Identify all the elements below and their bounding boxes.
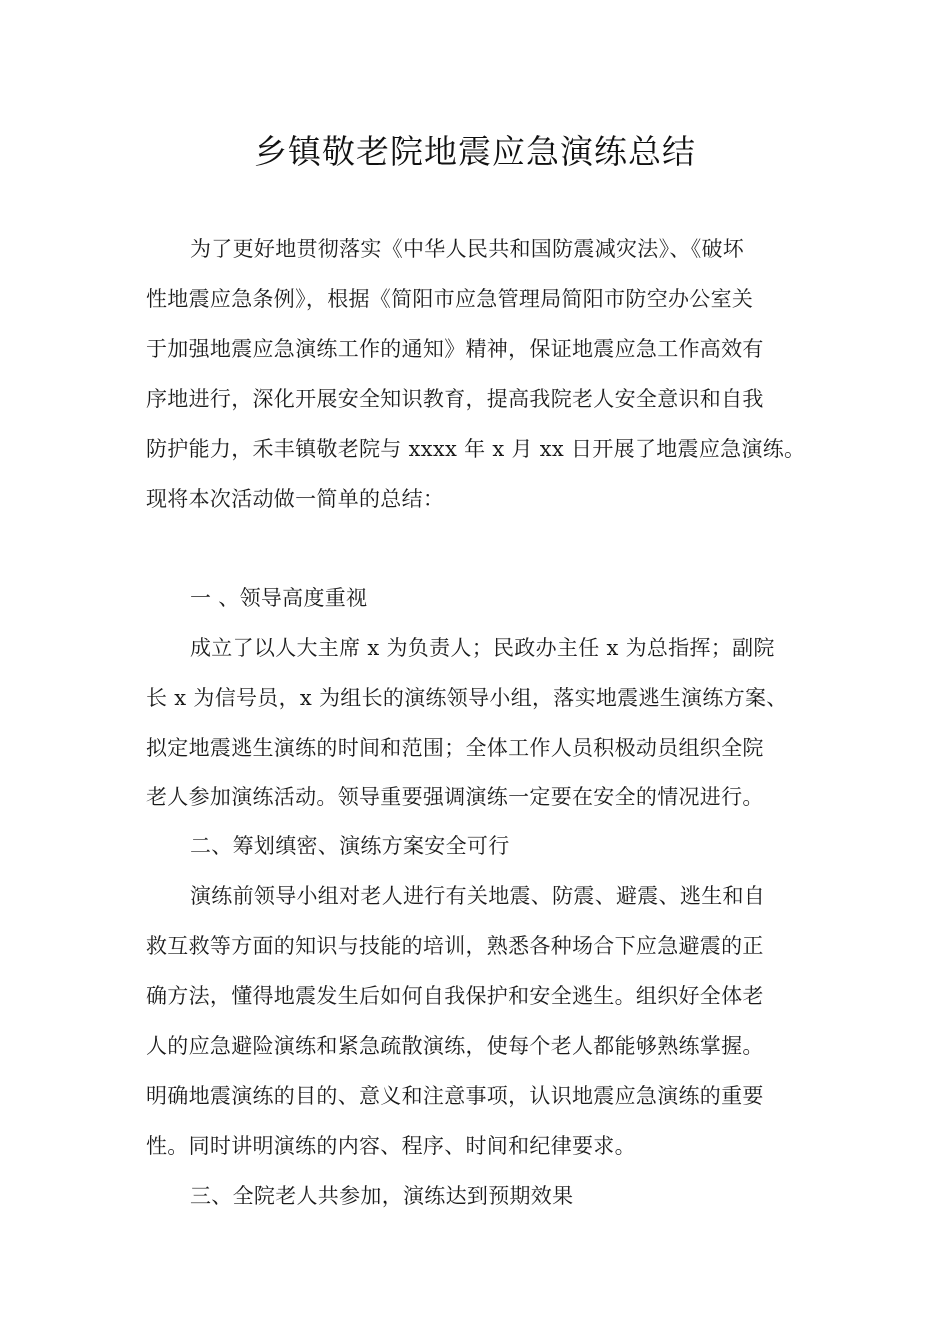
paragraph-intro-line-1: 为了更好地贯彻落实《中华人民共和国防震减灾法》、《破坏: [190, 237, 745, 261]
section-heading-1: 一 、领导高度重视: [190, 586, 368, 610]
paragraph-section1-line-2: 长 x 为信号员，x 为组长的演练领导小组，落实地震逃生演练方案、: [146, 686, 788, 710]
paragraph-intro-line-6: 现将本次活动做一简单的总结：: [146, 487, 445, 511]
paragraph-section2-line-1: 演练前领导小组对老人进行有关地震、防震、避震、逃生和自: [190, 884, 766, 908]
paragraph-section2-line-4: 人的应急避险演练和紧急疏散演练，使每个老人都能够熟练掌握。: [146, 1034, 764, 1058]
section-heading-3: 三、全院老人共参加，演练达到预期效果: [190, 1184, 574, 1208]
paragraph-intro-line-5: 防护能力，禾丰镇敬老院与 xxxx 年 x 月 xx 日开展了地震应急演练。: [146, 437, 806, 461]
paragraph-section2-line-2: 救互救等方面的知识与技能的培训，熟悉各种场合下应急避震的正: [146, 934, 764, 958]
paragraph-section1-line-4: 老人参加演练活动。领导重要强调演练一定要在安全的情况进行。: [146, 785, 764, 809]
paragraph-section1-line-1: 成立了以人大主席 x 为负责人；民政办主任 x 为总指挥；副院: [190, 636, 775, 660]
paragraph-intro-line-2: 性地震应急条例》，根据《简阳市应急管理局简阳市防空办公室关: [146, 287, 754, 311]
document-title: 乡镇敬老院地震应急演练总结: [254, 132, 696, 171]
paragraph-intro-line-4: 序地进行，深化开展安全知识教育，提高我院老人安全意识和自我: [146, 387, 764, 411]
paragraph-section1-line-3: 拟定地震逃生演练的时间和范围；全体工作人员积极动员组织全院: [146, 736, 764, 760]
section-heading-2: 二、筹划缜密、演练方案安全可行: [190, 834, 510, 858]
paragraph-section2-line-3: 确方法，懂得地震发生后如何自我保护和安全逃生。组织好全体老: [146, 984, 764, 1008]
paragraph-intro-line-3: 于加强地震应急演练工作的通知》精神，保证地震应急工作高效有: [146, 337, 764, 361]
paragraph-section2-line-5: 明确地震演练的目的、意义和注意事项，认识地震应急演练的重要: [146, 1084, 764, 1108]
paragraph-section2-line-6: 性。同时讲明演练的内容、程序、时间和纪律要求。: [146, 1134, 636, 1158]
